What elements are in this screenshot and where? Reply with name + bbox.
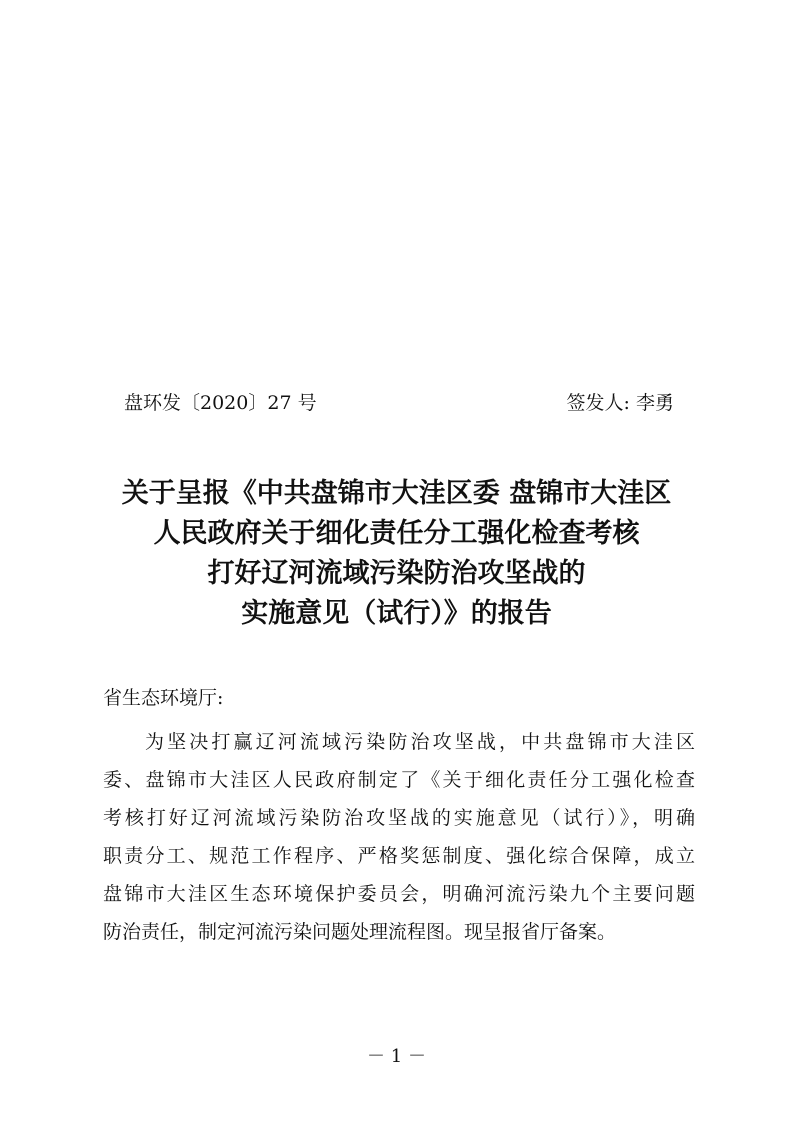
document-number: 盘环发〔2020〕27 号	[124, 392, 317, 414]
title-line: 实施意见（试行）》的报告	[241, 598, 552, 629]
title-line: 人民政府关于细化责任分工强化检查考核	[153, 518, 640, 549]
body-paragraph	[103, 723, 695, 951]
page-number: － 1 －	[367, 1046, 426, 1067]
signer: 签发人: 李勇	[566, 392, 674, 414]
document-title	[80, 474, 713, 634]
body-line: 防治责任，制定河流污染问题处理流程图。现呈报省厅备案。	[103, 921, 617, 943]
addressee: 省生态环境厅:	[103, 687, 224, 709]
body-line: 委、盘锦市大洼区人民政府制定了《关于细化责任分工强化检查	[103, 769, 695, 791]
document-header	[124, 388, 674, 418]
title-line: 打好辽河流域污染防治攻坚战的	[207, 558, 586, 589]
title-line: 关于呈报《中共盘锦市大洼区委 盘锦市大洼区	[121, 478, 672, 509]
body-line: 考核打好辽河流域污染防治攻坚战的实施意见（试行）》，明确	[103, 807, 695, 829]
body-line: 盘锦市大洼区生态环境保护委员会，明确河流污染九个主要问题	[103, 883, 695, 905]
body-line: 职责分工、规范工作程序、严格奖惩制度、强化综合保障，成立	[103, 845, 695, 867]
body-line: 为坚决打赢辽河流域污染防治攻坚战，中共盘锦市大洼区	[145, 731, 695, 753]
